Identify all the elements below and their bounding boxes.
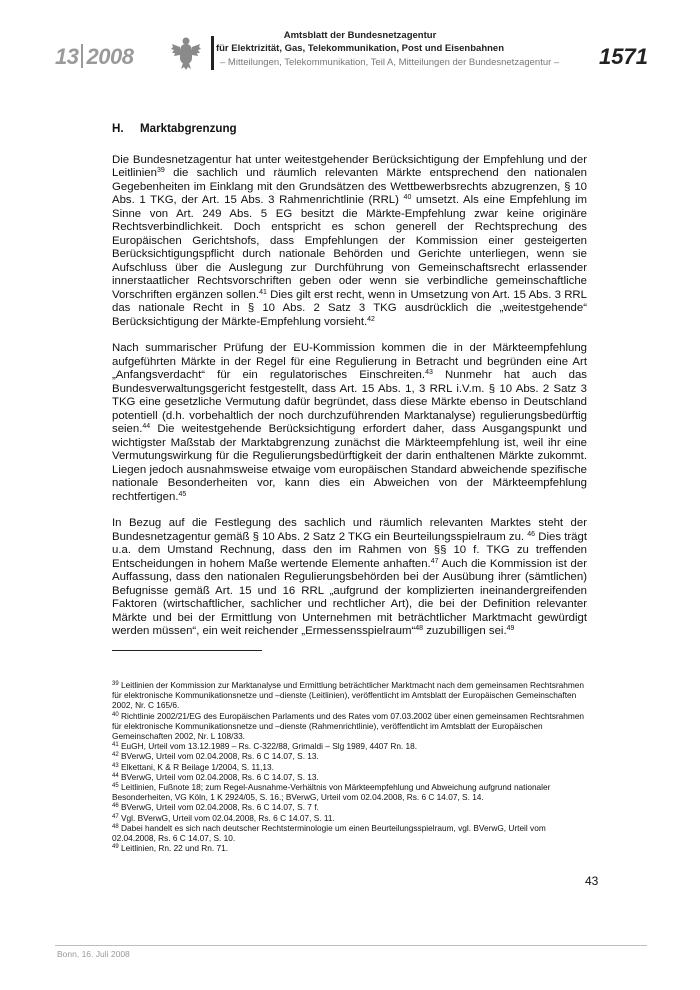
- footnote-number: 43: [112, 762, 119, 769]
- footnote: [112, 762, 587, 772]
- footnote-number: 39: [112, 681, 119, 687]
- body-paragraph: [112, 154, 587, 330]
- footnote-text: Leitlinien, Fußnote 18; zum Regel-Ausnahme-Verhältnis von Märkteempfehlung und Abweichung aufgrund nationaler Besonderheiten, VG Köln, 1 K 2924/05, S. 16.; BVerwG, Urteil vom 02.04.2008, Rs. 6 C 14.07, S. 14.: [112, 782, 551, 803]
- footnote-number: 44: [112, 772, 119, 779]
- footnote: [112, 772, 587, 782]
- paragraph-text: zuzubilligen sei.: [423, 625, 507, 637]
- printed-page-number: 43: [585, 874, 599, 888]
- footnote-separator: [112, 650, 262, 651]
- footnote-number: 40: [112, 711, 119, 718]
- footnote-reference[interactable]: 49: [506, 625, 515, 632]
- issue-label: [55, 44, 133, 70]
- footnote-text: Leitlinien der Kommission zur Marktanalyse und Ermittlung beträchtlicher Marktmacht nach dem gemeinsamen Rechtsrahmen für elektronische Kommunikationsnetze und –dienste (Leitlinien), veröffentlicht im Amtsblatt der Europäischen Gemeinschaften 2002, Nr. C 165/6.: [112, 680, 584, 711]
- section-subtitle: – Mitteilungen, Telekommunikation, Teil A, Mitteilungen der Bundesnetzagentur –: [220, 57, 560, 68]
- footnote-text: EuGH, Urteil vom 13.12.1989 – Rs. C-322/88, Grimaldi – Slg 1989, 4407 Rn. 18.: [118, 741, 418, 752]
- footnote-text: BVerwG, Urteil vom 02.04.2008, Rs. 6 C 14.07, S. 7 f.: [118, 802, 319, 813]
- paragraph-text: umsetzt. Als eine Empfehlung im Sinne von Art. 249 Abs. 5 EG besitzt die Märkte-Empfehlung zwar keine originäre Rechtsverbindlichkeit. Doch entspricht es schon generell der Rechtsprechung des Europäischen Gerichtshofs, dass Empfehlungen der Kommission einer gesteigerten Berücksichtigungspflicht durch nationale Behörden und Gerichte unterliegen, wenn sie Aufschluss über die Auslegung zur Durchführung von Gemeinschaftsrecht erlassender innerstaatlicher Rechtsvorschriften geben oder wenn sie verbindliche gemeinschaftliche Vorschriften ergänzen sollen.: [112, 194, 587, 301]
- footnote-text: Dabei handelt es sich nach deutscher Rechtsterminologie um einen Beurteilungsspielraum, vgl. BVerwG, Urteil vom 02.04.2008, Rs. 6 C 14.07, S. 10.: [112, 822, 546, 844]
- issue-year: 2008: [86, 44, 134, 69]
- footnote-reference[interactable]: 42: [367, 315, 375, 323]
- footnote-number: 48: [112, 823, 119, 830]
- footnote-text: BVerwG, Urteil vom 02.04.2008, Rs. 6 C 14.07, S. 13.: [118, 771, 319, 782]
- footnote-text: Vgl. BVerwG, Urteil vom 02.04.2008, Rs. 6 C 14.07, S. 11.: [118, 812, 335, 823]
- footnote-text: Richtlinie 2002/21/EG des Europäischen Parlaments und des Rates vom 07.03.2002 über einen gemeinsamen Rechtsrahmen für elektronische Kommunikationsnetze und –dienste (Rahmenrichtlinie), veröffentlicht im Amtsblatt der Europäischen Gemeinschaften 2002, Nr. L 108/33.: [112, 710, 585, 742]
- footer-divider: [55, 945, 647, 946]
- footnote-number: 46: [112, 803, 119, 810]
- footnote: [112, 741, 587, 751]
- footnote: [112, 751, 587, 761]
- footer-place-date: Bonn, 16. Juli 2008: [57, 949, 130, 959]
- paragraph-text: Auch die Kommission ist der Auffassung, dass den nationalen Regulierungsbehörden bei der Ausübung ihrer (sämtlichen) Befugnisse gemäß Art. 15 und 16 RRL „aufgrund der komplizierten ineinandergreifenden Faktoren (wirtschaftlicher, sachlicher und rechtlicher Art), die bei der Definition relevanter Märkte und bei der Ermittlung von Unternehmen mit beträchtlicher Marktmacht gewürdigt werden müssen“, ein weit reichender „Ermessensspielraum“: [112, 557, 588, 637]
- footnote-reference[interactable]: 44: [142, 423, 151, 430]
- section-number: H.: [112, 122, 124, 135]
- footnote-text: Elkettani, K & R Beilage 1/2004, S. 11,13.: [118, 761, 274, 772]
- footnotes: [112, 680, 587, 853]
- main-content: [112, 122, 587, 652]
- footnote: [112, 782, 587, 802]
- body-paragraph: [112, 342, 587, 504]
- footnote-number: 41: [112, 742, 119, 749]
- footnote-number: 47: [112, 813, 119, 820]
- footnote: [112, 823, 587, 843]
- footnote: [112, 813, 587, 823]
- federal-eagle-icon: [171, 34, 201, 70]
- footnote-reference[interactable]: 41: [259, 288, 267, 296]
- section-heading: [112, 122, 587, 136]
- paragraph-text: In Bezug auf die Festlegung des sachlich und räumlich relevanten Marktes steht der Bundesnetzagentur gemäß § 10 Abs. 2 Satz 2 TKG ein Beurteilungsspielraum zu.: [112, 517, 587, 543]
- paragraph-text: Dies trägt u.a. dem Umstand Rechnung, dass den im Rahmen von §§ 10 f. TKG zu treffenden Entscheidungen in hohem Maße wertende Elemente anhaften.: [112, 530, 587, 570]
- footnote-reference[interactable]: 47: [430, 557, 439, 565]
- footnote-number: 45: [112, 783, 119, 790]
- section-title: Marktabgrenzung: [140, 122, 237, 135]
- paragraph-text: Nach summarischer Prüfung der EU-Kommission kommen die in der Märkteempfehlung aufgeführten Märkte in der Regel für eine Regulierung in Betracht und begründen eine Art „Anfangsverdacht“ für ein regulatorisches Einschreiten.: [112, 342, 587, 381]
- footnote-reference[interactable]: 45: [178, 490, 187, 498]
- paragraph-text: Nunmehr hat auch das Bundesverwaltungsgericht festgestellt, dass Art. 15 Abs. 1, 3 RRL i.V.m. § 10 Abs. 2 Satz 3 TKG eine gesetzliche Vermutung dafür begründet, dass diese Märkte ebenso in Deutschland potentiell (d.h. vorbehaltlich der noch durchzuführenden Marktanalyse) regulierungsbedürftig seien.: [112, 369, 587, 435]
- body-paragraphs: [112, 154, 587, 639]
- footnote-text: Leitlinien, Rn. 22 und Rn. 71.: [118, 843, 229, 854]
- footnote-text: BVerwG, Urteil vom 02.04.2008, Rs. 6 C 14.07, S. 13.: [118, 751, 319, 762]
- paragraph-text: Die weitestgehende Berücksichtigung erfordert daher, dass Ausgangspunkt und wichtigster Maßstab der Marktabgrenzung zunächst die Märkteempfehlung ist, weil ihr eine Vermutungswirkung für die Regulierungsbedürftigkeit der darin enthaltenen Märkte zukommt. Liegen jedoch ausnahmsweise etwaige vom europäischen Standard abweichende spezifische nationale Besonderheiten vor, kann dies ein Abweichen von der Märkteempfehlung rechtfertigen.: [112, 423, 587, 503]
- footnote-reference[interactable]: 48: [415, 625, 424, 632]
- footnote-reference[interactable]: 39: [156, 167, 165, 174]
- footnote: [112, 843, 587, 853]
- paragraph-text: Die Bundesnetzagentur hat unter weitestgehender Berücksichtigung der Empfehlung und der Leitlinien: [112, 153, 587, 179]
- page-header: [0, 0, 700, 80]
- issue-number: 13: [55, 44, 79, 69]
- paragraph-text: Dies gilt erst recht, wenn in Umsetzung von Art. 15 Abs. 3 RRL das nationale Recht in § 10 Abs. 2 Satz 3 TKG ausdrücklich die „weitestgehende“ Berücksichtigung der Märkte-Empfehlung vorsieht.: [112, 288, 587, 328]
- footnote: [112, 680, 587, 711]
- footnote-reference[interactable]: 43: [425, 369, 433, 376]
- footnote: [112, 711, 587, 742]
- footnote-reference[interactable]: 40: [403, 194, 412, 201]
- footnote: [112, 802, 587, 812]
- paragraph-text: die sachlich und räumlich relevanten Märkte entsprechend den nationalen Gegebenheiten im Einklang mit den Grundsätzen des Wettbewerbsrechts abzugrenzen, § 10 Abs. 1 TKG, der Art. 15 Abs. 3 Rahmenrichtlinie (RRL): [112, 167, 587, 206]
- footnote-number: 49: [112, 844, 119, 851]
- footnote-number: 42: [112, 752, 119, 759]
- issue-divider: [81, 44, 83, 68]
- footnote-reference[interactable]: 46: [527, 530, 536, 538]
- publication-title: Amtsblatt der Bundesnetzagentur: [283, 30, 437, 41]
- journal-page-number: 1571: [599, 44, 648, 69]
- body-paragraph: [112, 517, 587, 639]
- publication-subtitle: für Elektrizität, Gas, Telekommunikation, Post und Eisenbahnen: [215, 43, 505, 54]
